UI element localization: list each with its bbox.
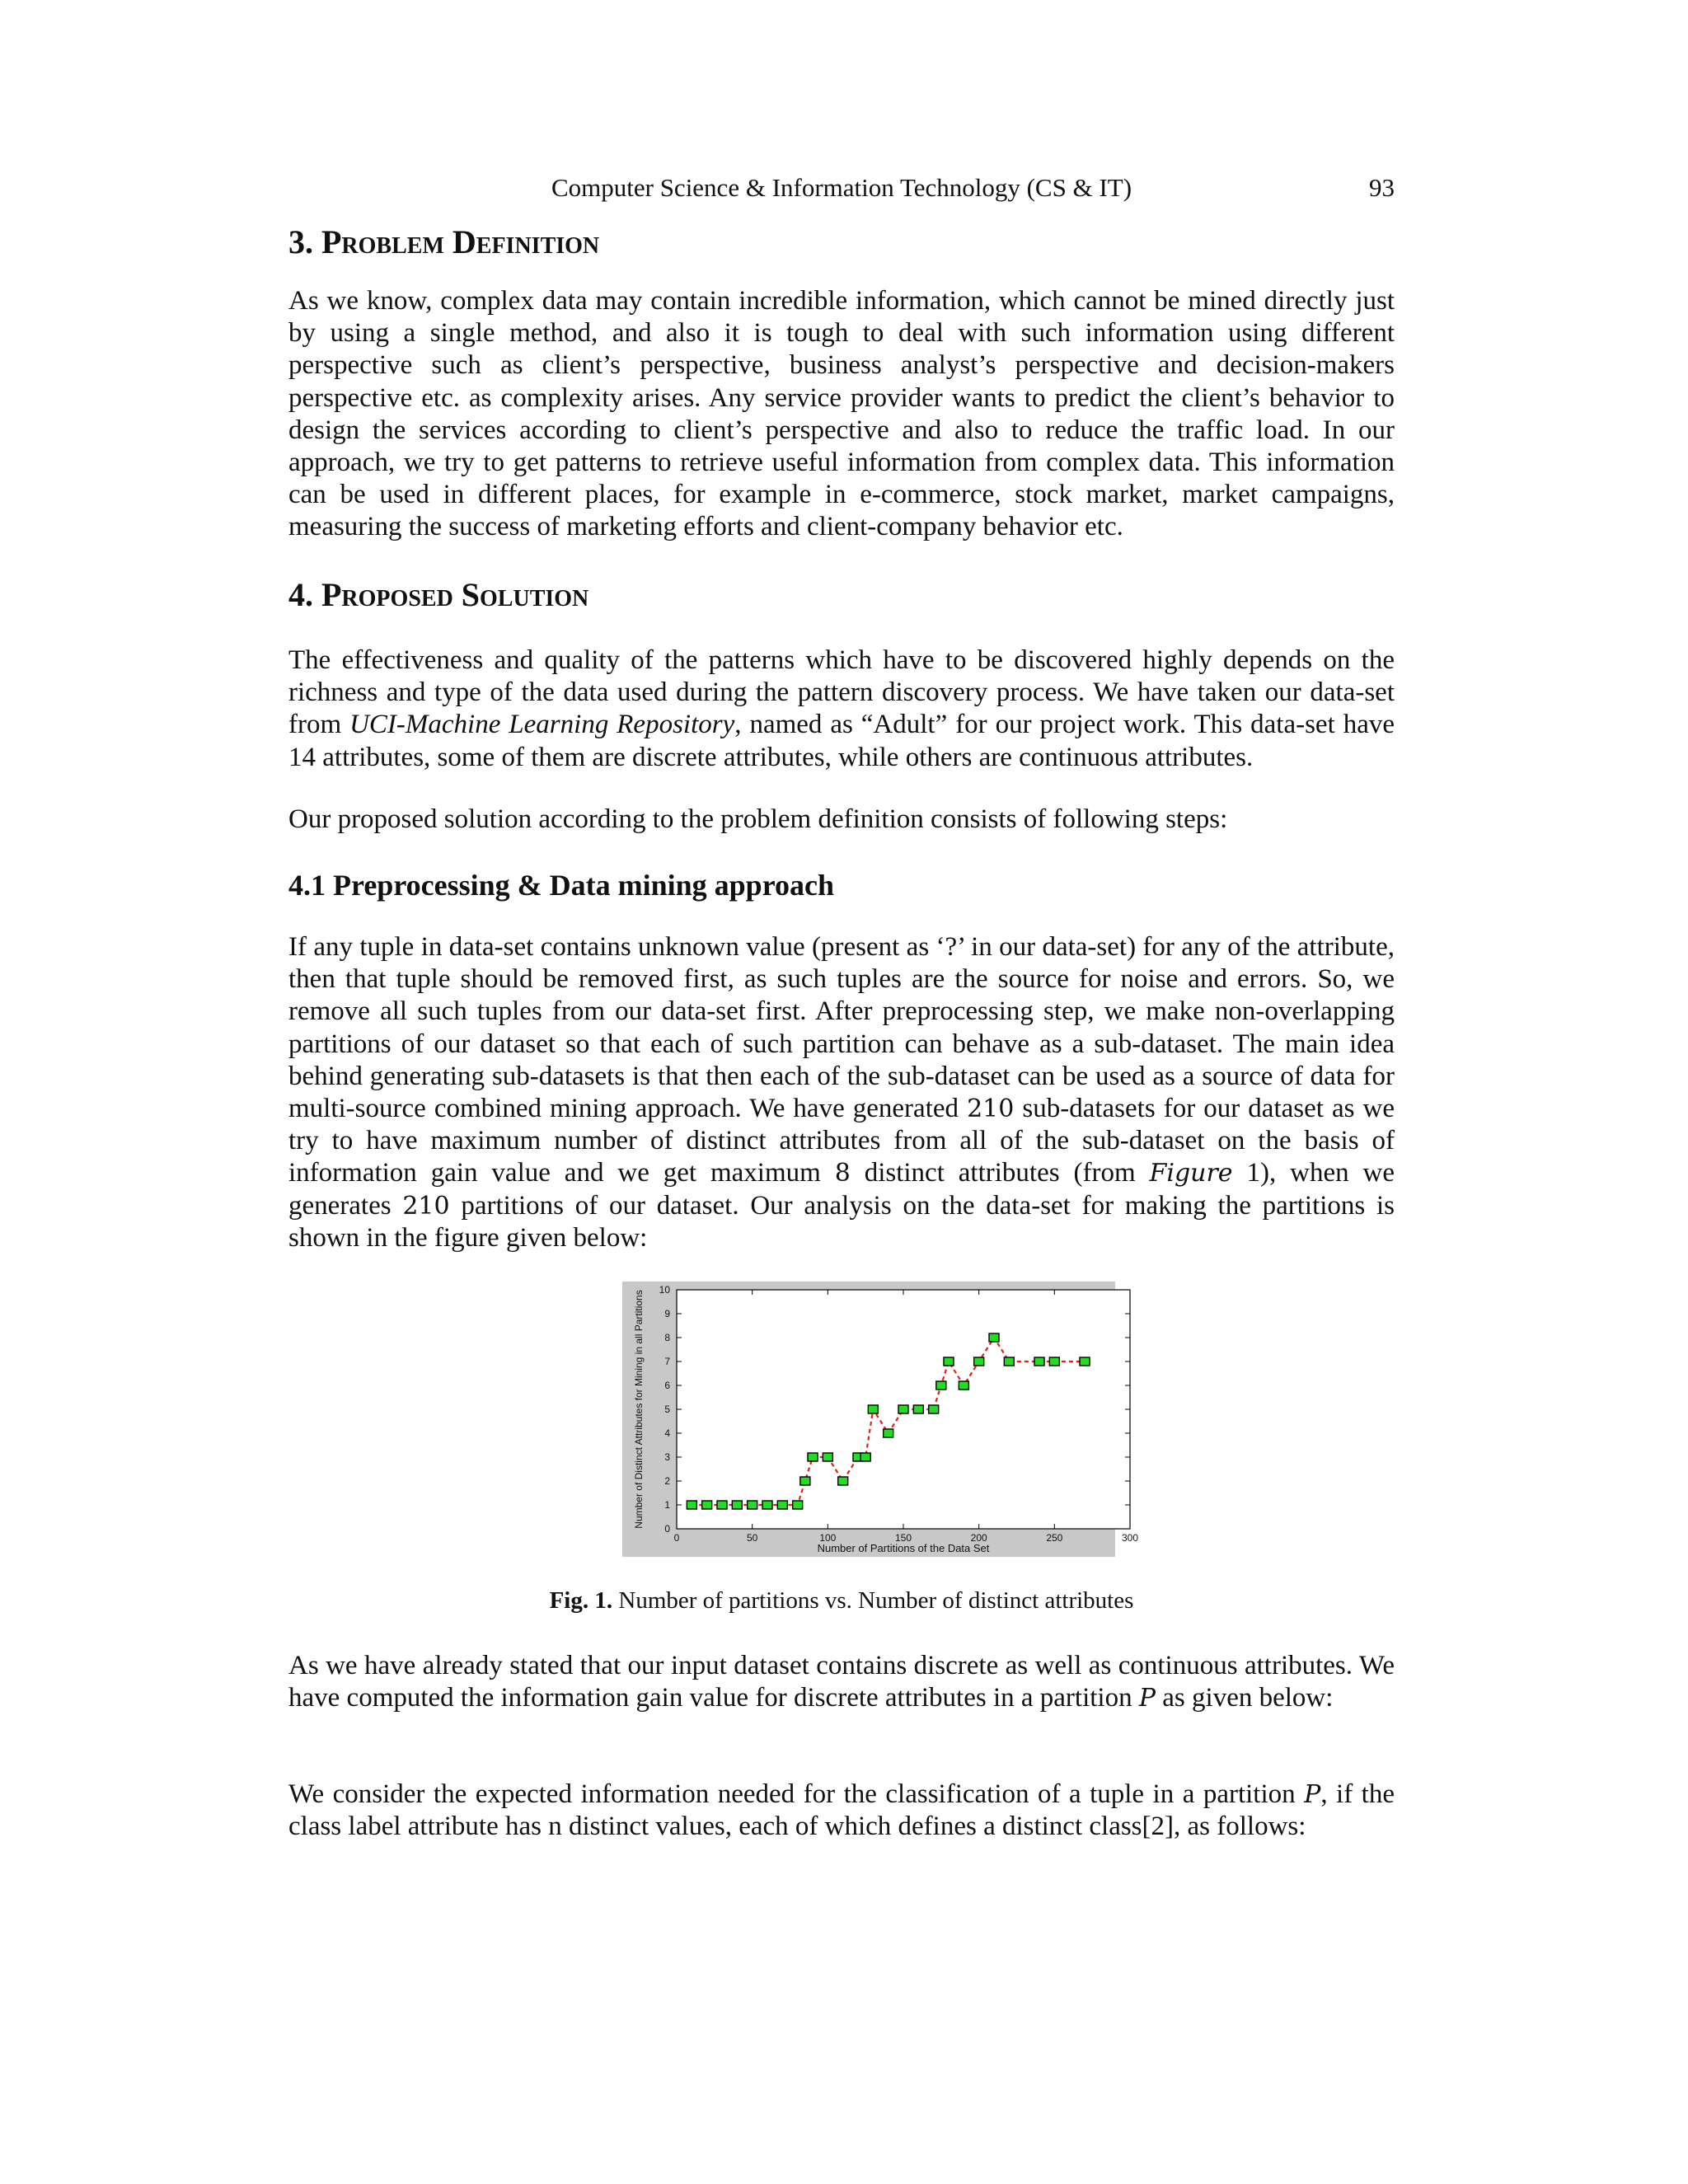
data-point	[868, 1405, 878, 1413]
data-point	[944, 1357, 954, 1366]
data-point	[732, 1501, 742, 1509]
y-tick-label: 10	[659, 1284, 670, 1296]
caption-text: Number of partitions vs. Number of distinct attributes	[612, 1587, 1134, 1614]
math-number: 210	[967, 1094, 1015, 1124]
x-tick-label: 100	[819, 1532, 837, 1544]
section-title: Proposed Solution	[321, 576, 589, 613]
text-run: If any tuple in data-set contains unknown value (present as ‘?’ in our data-set) for any of the attribute, then that tuple should be removed first, as such tuples are the source for noise and errors. So, we remove all such tuples from our data-set first. After preprocessing step, we make non-overlapping partitions of our dataset so that each of such partition can behave as a sub-dataset. The main idea behind generating sub-datasets is that then each of the sub-dataset can be used as a source of data for multi-source combined mining approach. We have generated	[288, 932, 1395, 1124]
x-axis-label: Number of Partitions of the Data Set	[817, 1542, 990, 1554]
y-tick-label: 0	[664, 1523, 670, 1535]
data-point	[838, 1477, 848, 1485]
paragraph-info-gain	[288, 1650, 1395, 1714]
x-tick-label: 50	[746, 1532, 758, 1544]
data-point	[748, 1501, 757, 1509]
paragraph-preprocessing	[288, 931, 1395, 1254]
data-point	[1049, 1357, 1059, 1366]
figure-1	[622, 1282, 1139, 1557]
y-tick-label: 5	[664, 1404, 670, 1415]
repository-name: UCI-Machine Learning Repository	[349, 710, 735, 740]
y-tick-label: 4	[664, 1427, 670, 1439]
page-number: 93	[1369, 173, 1395, 202]
math-number: 210	[402, 1191, 450, 1221]
data-point	[800, 1477, 810, 1485]
y-tick-label: 3	[664, 1451, 670, 1463]
data-point	[913, 1405, 923, 1413]
data-point	[717, 1501, 727, 1509]
data-point	[860, 1453, 870, 1461]
data-point	[777, 1501, 787, 1509]
math-figure-ref: Figure	[1149, 1159, 1233, 1188]
text-run: sub-datasets for our dataset as we try to have maximum number of distinct attributes from all of the sub-dataset on the basis of information gain value and we get maximum	[288, 1094, 1395, 1188]
data-point	[936, 1381, 946, 1390]
paragraph-steps: Our proposed solution according to the problem definition consists of following steps:	[288, 804, 1228, 834]
data-point	[823, 1453, 832, 1461]
caption-label: Fig. 1.	[549, 1587, 613, 1614]
data-point	[898, 1405, 908, 1413]
y-tick-label: 2	[664, 1475, 670, 1487]
data-point	[1034, 1357, 1044, 1366]
data-point	[884, 1429, 893, 1437]
section-heading-4	[288, 575, 588, 615]
data-point	[793, 1501, 803, 1509]
text-run: We consider the expected information needed for the classification of a tuple in a partition	[288, 1779, 1305, 1809]
y-axis-label: Number of Distinct Attributes for Mining in all Partitions	[633, 1290, 645, 1529]
data-point	[687, 1501, 696, 1509]
data-point	[762, 1501, 772, 1509]
y-tick-label: 6	[664, 1380, 670, 1391]
text-run: as given below:	[1156, 1683, 1334, 1713]
figure-caption	[288, 1585, 1395, 1616]
x-tick-label: 200	[970, 1532, 987, 1544]
line-chart	[622, 1282, 1139, 1557]
x-tick-label: 300	[1121, 1532, 1139, 1544]
y-tick-label: 1	[664, 1499, 670, 1511]
section-number: 3.	[288, 223, 313, 260]
running-header	[288, 171, 1395, 204]
x-tick-label: 250	[1046, 1532, 1063, 1544]
journal-title: Computer Science & Information Technology (CS & IT)	[551, 173, 1132, 202]
text-run: 1), when we generates	[288, 1158, 1395, 1221]
data-point	[974, 1357, 984, 1366]
data-point	[808, 1453, 818, 1461]
x-tick-label: 0	[673, 1532, 680, 1544]
section-title: Problem Definition	[321, 223, 600, 260]
y-tick-label: 8	[664, 1332, 670, 1343]
text-run: , named as “Adult” for our project work. This data-set have 14 attributes, some of them are discrete attributes, while others are continuous attributes.	[288, 710, 1395, 772]
x-tick-label: 150	[894, 1532, 912, 1544]
math-number: 8	[834, 1159, 851, 1188]
text-run: distinct attributes (from	[850, 1158, 1150, 1188]
data-point	[989, 1333, 999, 1342]
y-tick-label: 9	[664, 1308, 670, 1319]
section-heading-3	[288, 223, 599, 262]
math-symbol-p: P	[1138, 1684, 1156, 1713]
math-symbol-p: P	[1304, 1780, 1321, 1809]
data-point	[1004, 1357, 1014, 1366]
subsection-heading-4-1: 4.1 Preprocessing & Data mining approach	[288, 869, 835, 902]
paragraph-problem: As we know, complex data may contain incredible information, which cannot be mined directly just by using a single method, and also it is tough to deal with such information using different perspective such as client’s perspective, business analyst’s perspective and decision-makers perspective etc. as complexity arises. Any service provider wants to predict the client’s behavior to design the services according to client’s perspective and also to reduce the traffic load. In our approach, we try to get patterns to retrieve useful information from complex data. This information can be used in different places, for example in e-commerce, stock market, market campaigns, measuring the success of marketing efforts and client-company behavior etc.	[288, 286, 1395, 542]
paragraph-expected-info	[288, 1779, 1395, 1843]
data-point	[1080, 1357, 1090, 1366]
y-tick-label: 7	[664, 1356, 670, 1367]
text-run: partitions of our dataset. Our analysis on the data-set for making the partitions is shown in the figure given below:	[288, 1190, 1395, 1253]
text-run: As we have already stated that our input dataset contains discrete as well as continuous attributes. We have computed the information gain value for discrete attributes in a partition	[288, 1651, 1395, 1713]
text-run: The effectiveness and quality of the patterns which have to be discovered highly depends on the richness and type of the data used during the pattern discovery process. We have taken our data-set from	[288, 645, 1395, 740]
data-point	[702, 1501, 712, 1509]
data-point	[929, 1405, 939, 1413]
data-point	[959, 1381, 968, 1390]
paragraph-solution	[288, 644, 1395, 774]
text-run: , if the class label attribute has n distinct values, each of which defines a distinct class[2], as follows:	[288, 1779, 1395, 1842]
section-number: 4.	[288, 576, 313, 613]
